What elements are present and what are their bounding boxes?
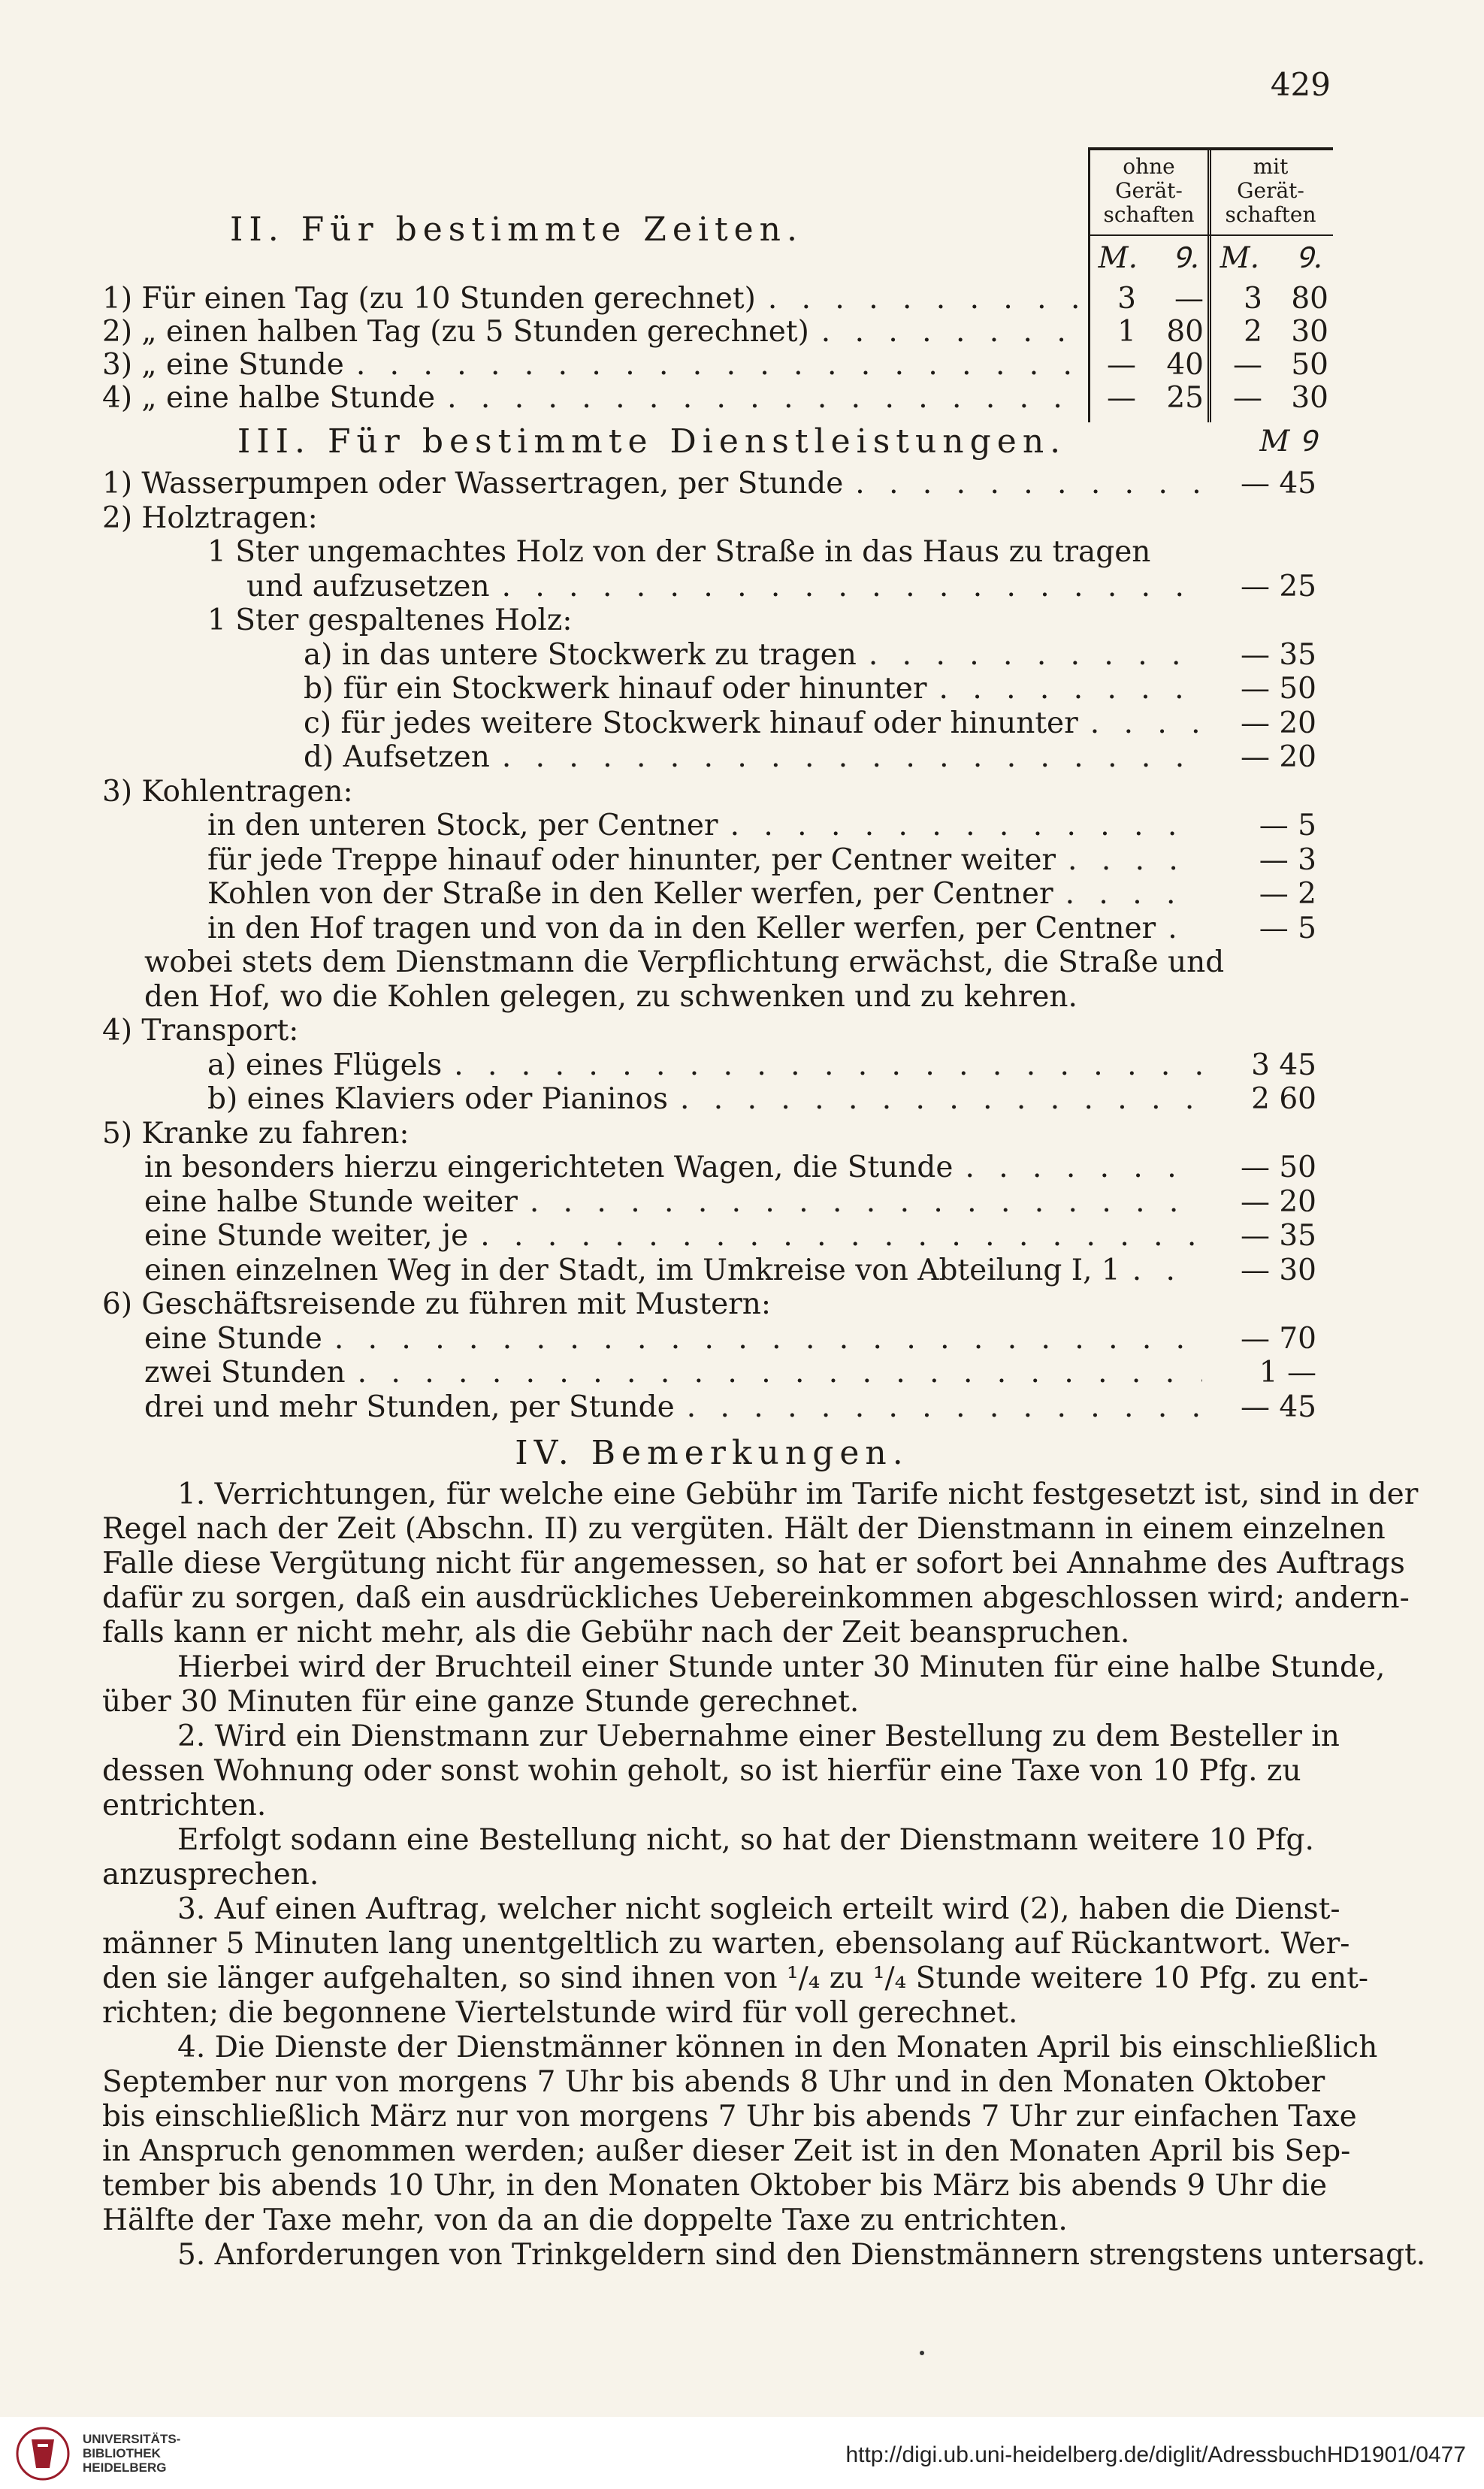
table-header-ohne: ohne Gerät- schaften [1103,154,1195,227]
section-3-title: III. Für bestimmte Dienstleistungen. [237,422,1067,461]
remark-line: 4. Die Dienste der Dienstmänner können in den Monaten April bis einschließlich [177,2031,1378,2064]
remark-line: 5. Anforderungen von Trinkgeldern sind den Dienstmännern strengstens untersagt. [177,2238,1426,2272]
service-row [246,570,1202,603]
service-price: — 3 [1259,843,1316,877]
service-row-label: b) eines Klaviers oder Pianinos [207,1082,668,1116]
tariff-cell-c: 3 [1244,282,1262,316]
service-price: — 5 [1259,912,1316,945]
leader-dots [965,1151,1202,1184]
service-row-label: den Hof, wo die Kohlen gelegen, zu schwenken und zu kehren. [144,980,1077,1014]
service-row-label: a) eines Flügels [207,1048,443,1082]
tariff-row-label: 2) „ einen halben Tag (zu 5 Stunden gerechnet) [102,315,809,349]
leader-dots [768,283,1082,316]
leader-dots [480,1220,1202,1253]
service-row [102,1015,298,1048]
tariff-cell-c: — [1233,348,1262,382]
service-price: — 20 [1240,706,1316,740]
service-row-label: eine Stunde weiter, je [144,1219,469,1253]
tariff-cell-a: 3 [1117,282,1136,316]
service-row-label: b) für ein Stockwerk hinauf oder hinunter [304,672,927,706]
remark-paragraph [102,1892,1369,2031]
service-row [144,1186,1202,1219]
service-row-label: 3) Kohlentragen: [102,775,353,809]
service-row-label: 1 Ster gespaltenes Holz: [207,603,573,637]
service-row [144,1356,1202,1390]
service-row [304,741,1202,774]
service-price: — 45 [1240,467,1316,501]
leader-dots [1168,912,1202,945]
remark-line: September nur von morgens 7 Uhr bis abends 8 Uhr und in den Monaten Oktober [102,2065,1325,2099]
service-price: — 70 [1240,1322,1316,1356]
unit-pf-2: Ꝯ. [1295,241,1322,275]
remark-line: 1. Verrichtungen, für welche eine Gebühr im Tarife nicht festgesetzt ist, sind in der [177,1477,1419,1511]
service-price: — 50 [1240,672,1316,706]
section-2-title: II. Für bestimmte Zeiten. [229,210,804,249]
service-row [207,536,1150,569]
service-row [207,1083,1202,1116]
remark-line: Erfolgt sodann eine Bestellung nicht, so hat der Dienstmann weitere 10 Pfg. [177,1823,1314,1857]
source-url[interactable]: http://digi.ub.uni-heidelberg.de/diglit/AdressbuchHD1901/0477 [845,2442,1466,2467]
remark-paragraph [102,2031,1378,2238]
service-row [144,1151,1202,1184]
remark-line: falls kann er nicht mehr, als die Gebühr nach der Zeit beanspruchen. [102,1616,1130,1650]
leader-dots [939,673,1202,706]
tariff-cell-d: 30 [1291,315,1328,349]
leader-dots [869,639,1202,672]
service-row-label: in den Hof tragen und von da in den Keller werfen, per Centner [207,912,1156,945]
service-row-label: für jede Treppe hinauf oder hinunter, per Centner weiter [207,843,1056,877]
tariff-cell-d: 30 [1291,381,1328,415]
service-row [207,912,1202,945]
service-row [144,1323,1202,1356]
tariff-row-label: 3) „ eine Stunde [102,348,344,382]
leader-dots [502,741,1202,774]
leader-dots [680,1083,1202,1116]
remark-paragraph [102,1719,1340,1823]
unit-mark: M. [1098,241,1138,275]
service-row [207,844,1202,877]
tariff-cell-d: 50 [1291,348,1328,382]
service-row-label: und aufzusetzen [246,570,490,603]
remark-line: tember bis abends 10 Uhr, in den Monaten Oktober bis März bis abends 9 Uhr die [102,2169,1328,2203]
service-price: — 50 [1240,1151,1316,1184]
remark-line: dessen Wohnung oder sonst wohin geholt, so ist hierfür eine Taxe von 10 Pfg. zu [102,1754,1301,1788]
leader-dots [447,382,1082,415]
leader-dots [530,1186,1202,1219]
tariff-row-label: 1) Für einen Tag (zu 10 Stunden gerechnet) [102,282,756,316]
page-number: 429 [1270,66,1331,103]
service-row-label: 5) Kranke zu fahren: [102,1117,410,1151]
remark-line: über 30 Minuten für eine ganze Stunde gerechnet. [102,1685,860,1719]
remark-line: richten; die begonnene Viertelstunde wird für voll gerechnet. [102,1996,1018,2030]
service-row-label: 1 Ster ungemachtes Holz von der Straße in das Haus zu tragen [207,535,1151,569]
service-row-label: c) für jedes weitere Stockwerk hinauf oder hinunter [304,706,1078,740]
service-row [144,1220,1202,1253]
table-header-mit: mit Gerät- schaften [1225,154,1316,227]
service-row-label: in den unteren Stock, per Centner [207,809,718,842]
remark-line: Hierbei wird der Bruchteil einer Stunde unter 30 Minuten für eine halbe Stunde, [177,1650,1386,1684]
print-speck [920,2351,924,2355]
remark-line: Regel nach der Zeit (Abschn. II) zu vergüten. Hält der Dienstmann in einem einzelnen [102,1512,1386,1546]
tariff-row [102,349,1082,382]
tariff-row [102,283,1082,316]
service-price: — 20 [1240,740,1316,774]
service-row-label: 6) Geschäftsreisende zu führen mit Mustern: [102,1287,772,1321]
service-row [304,707,1202,740]
tariff-cell-b: 25 [1166,381,1204,415]
service-price: 2 60 [1251,1082,1316,1116]
remark-paragraph [102,1650,1386,1719]
service-row [144,946,1224,979]
tariff-row-label: 4) „ eine halbe Stunde [102,381,436,415]
remark-line: dafür zu sorgen, daß ein ausdrückliches Uebereinkommen abgeschlossen wird; andern- [102,1581,1410,1615]
leader-dots [1065,878,1202,911]
tariff-cell-b: — [1174,282,1204,316]
service-price: — 30 [1240,1254,1316,1287]
remark-paragraph [102,2238,1426,2273]
tariff-row [102,382,1082,415]
leader-dots [454,1049,1202,1082]
tariff-cell-a: 1 [1117,315,1136,349]
service-row [102,776,353,809]
service-row [207,604,572,637]
service-price: — 45 [1240,1390,1316,1424]
service-row [102,1117,410,1151]
section-4-title: IV. Bemerkungen. [515,1434,909,1472]
service-row [102,1288,771,1321]
table-rule-left [1088,150,1090,422]
service-row [207,809,1202,842]
remark-line: 2. Wird ein Dienstmann zur Uebernahme einer Bestellung zu dem Besteller in [177,1719,1340,1753]
service-price: — 5 [1259,809,1316,842]
service-row-label: a) in das untere Stockwerk zu tragen [304,638,857,672]
service-price: 3 45 [1251,1048,1316,1082]
service-row [144,1391,1202,1424]
tariff-cell-d: 80 [1291,282,1328,316]
tariff-cell-a: — [1107,381,1136,415]
service-row-label: 1) Wasserpumpen oder Wassertragen, per Stunde [102,467,844,501]
service-row-label: eine halbe Stunde weiter [144,1185,518,1219]
remark-line: Falle diese Vergütung nicht für angemessen, so hat er sofort bei Annahme des Auftrags [102,1547,1405,1580]
service-row-label: einen einzelnen Weg in der Stadt, im Umkreise von Abteilung I, 1 [144,1254,1120,1287]
service-row [102,502,318,535]
service-row-label: wobei stets dem Dienstmann die Verpflichtung erwächst, die Straße und [144,945,1225,979]
service-price: — 2 [1259,877,1316,911]
service-row-label: eine Stunde [144,1322,322,1356]
service-price: — 20 [1240,1185,1316,1219]
remark-line: bis einschließlich März nur von morgens 7 Uhr bis abends 7 Uhr zur einfachen Taxe [102,2100,1357,2134]
leader-dots [1090,707,1202,740]
library-logo-text: UNIVERSITÄTS- BIBLIOTHEK HEIDELBERG [83,2432,181,2475]
service-row-label: 4) Transport: [102,1014,299,1048]
leader-dots [358,1356,1202,1390]
leader-dots [1132,1254,1202,1287]
service-row-label: in besonders hierzu eingerichteten Wagen, die Stunde [144,1151,954,1184]
leader-dots [821,316,1082,349]
tariff-cell-b: 40 [1166,348,1204,382]
leader-dots [334,1323,1202,1356]
unit-pf: Ꝯ. [1172,241,1199,275]
service-price: — 25 [1240,570,1316,603]
table-rule-middle [1207,150,1211,422]
remark-line: Hälfte der Taxe mehr, von da an die doppelte Taxe zu entrichten. [102,2203,1068,2237]
service-row [144,981,1077,1014]
remark-paragraph [102,1823,1330,1892]
unit-mark-2: M. [1220,241,1259,275]
leader-dots [855,467,1202,501]
remark-line: entrichten. [102,1789,267,1822]
remark-line: 3. Auf einen Auftrag, welcher nicht sogleich erteilt wird (2), haben die Dienst- [177,1892,1340,1926]
service-row [207,878,1202,911]
service-price: — 35 [1240,1219,1316,1253]
service-row [102,467,1202,501]
leader-dots [687,1391,1202,1424]
library-logo-icon [15,2426,71,2481]
remark-line: anzusprechen. [102,1858,319,1892]
section-3-units: M Ꝯ [1259,425,1316,458]
service-price: 1 — [1259,1356,1316,1390]
tariff-cell-c: 2 [1244,315,1262,349]
service-row [144,1254,1202,1287]
service-row-label: d) Aufsetzen [304,740,490,774]
tariff-row [102,316,1082,349]
service-row [207,1049,1202,1082]
service-row-label: zwei Stunden [144,1356,346,1390]
remark-line: männer 5 Minuten lang unentgeltlich zu warten, ebensolang auf Rückantwort. Wer- [102,1927,1350,1961]
leader-dots [502,570,1202,603]
remark-line: den sie länger aufgehalten, so sind ihnen von ¹/₄ zu ¹/₄ Stunde weitere 10 Pfg. zu ent- [102,1961,1369,1995]
service-row-label: Kohlen von der Straße in den Keller werfen, per Centner [207,877,1053,911]
leader-dots [356,349,1082,382]
service-row [304,673,1202,706]
service-price: — 35 [1240,638,1316,672]
service-row-label: drei und mehr Stunden, per Stunde [144,1390,675,1424]
service-row-label: 2) Holztragen: [102,501,318,535]
tariff-cell-c: — [1233,381,1262,415]
service-row [304,639,1202,672]
leader-dots [730,809,1202,842]
remark-line: in Anspruch genommen werden; außer dieser Zeit ist in den Monaten April bis Sep- [102,2134,1351,2168]
leader-dots [1068,844,1202,877]
tariff-cell-a: — [1107,348,1136,382]
remark-paragraph [102,1477,1419,1650]
tariff-cell-b: 80 [1166,315,1204,349]
